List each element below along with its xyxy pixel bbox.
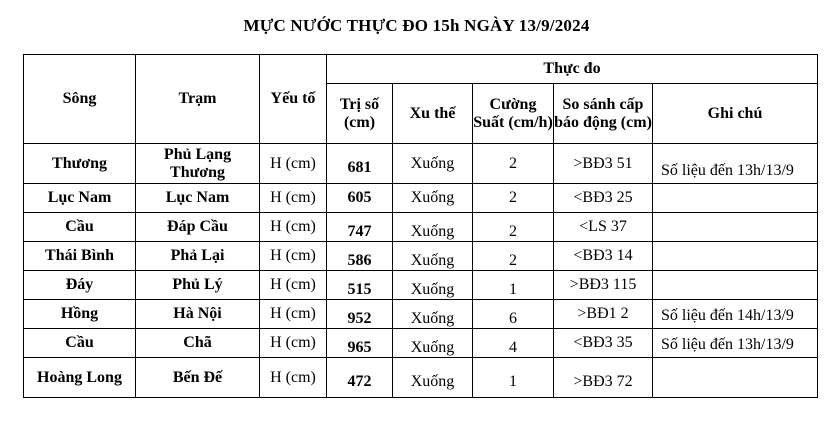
cell-so-sanh: <BĐ3 14 bbox=[554, 242, 653, 271]
header-so-sanh: So sánh cấp báo động (cm) bbox=[554, 84, 653, 144]
cell-cuong-suat: 2 bbox=[473, 242, 554, 271]
cell-cuong-suat: 1 bbox=[473, 271, 554, 300]
cell-tram: Phủ Lý bbox=[136, 271, 260, 300]
cell-so-sanh: <BĐ3 25 bbox=[554, 184, 653, 213]
table-row bbox=[24, 144, 818, 184]
water-level-table bbox=[23, 54, 818, 398]
cell-song: Cầu bbox=[24, 213, 136, 242]
cell-cuong-suat: 1 bbox=[473, 358, 554, 398]
header-ghi-chu: Ghi chú bbox=[653, 84, 818, 144]
header-yeu-to: Yếu tố bbox=[260, 55, 327, 144]
cell-song: Hồng bbox=[24, 300, 136, 329]
table-row bbox=[24, 242, 818, 271]
cell-cuong-suat: 2 bbox=[473, 184, 554, 213]
cell-song: Hoàng Long bbox=[24, 358, 136, 398]
cell-tram: Hà Nội bbox=[136, 300, 260, 329]
cell-ghi-chu bbox=[653, 213, 818, 242]
cell-ghi-chu: Số liệu đến 14h/13/9 bbox=[653, 300, 818, 329]
cell-tri-so: 681 bbox=[327, 144, 393, 184]
cell-so-sanh: >BĐ3 115 bbox=[554, 271, 653, 300]
cell-cuong-suat: 4 bbox=[473, 329, 554, 358]
table-row bbox=[24, 300, 818, 329]
cell-ghi-chu: Số liệu đến 13h/13/9 bbox=[653, 144, 818, 184]
cell-xu-the: Xuống bbox=[393, 242, 473, 271]
cell-ghi-chu bbox=[653, 358, 818, 398]
header-tri-so: Trị số (cm) bbox=[327, 84, 393, 144]
header-song: Sông bbox=[24, 55, 136, 144]
cell-so-sanh: <LS 37 bbox=[554, 213, 653, 242]
cell-tram: Phủ Lạng Thương bbox=[136, 144, 260, 184]
cell-tri-so: 952 bbox=[327, 300, 393, 329]
page-title: MỰC NƯỚC THỰC ĐO 15h NGÀY 13/9/2024 bbox=[243, 16, 590, 35]
header-tram: Trạm bbox=[136, 55, 260, 144]
header-thuc-do: Thực đo bbox=[327, 55, 818, 84]
cell-cuong-suat: 2 bbox=[473, 144, 554, 184]
cell-cuong-suat: 2 bbox=[473, 213, 554, 242]
cell-yeu-to: H (cm) bbox=[260, 300, 327, 329]
cell-song: Thương bbox=[24, 144, 136, 184]
cell-tram: Đáp Cầu bbox=[136, 213, 260, 242]
cell-yeu-to: H (cm) bbox=[260, 144, 327, 184]
table-row bbox=[24, 271, 818, 300]
cell-tri-so: 586 bbox=[327, 242, 393, 271]
cell-song: Đáy bbox=[24, 271, 136, 300]
cell-xu-the: Xuống bbox=[393, 329, 473, 358]
cell-so-sanh: >BĐ3 51 bbox=[554, 144, 653, 184]
cell-song: Thái Bình bbox=[24, 242, 136, 271]
header-xu-the: Xu thế bbox=[393, 84, 473, 144]
cell-so-sanh: <BĐ3 35 bbox=[554, 329, 653, 358]
cell-yeu-to: H (cm) bbox=[260, 213, 327, 242]
cell-yeu-to: H (cm) bbox=[260, 358, 327, 398]
cell-tri-so: 515 bbox=[327, 271, 393, 300]
cell-ghi-chu bbox=[653, 242, 818, 271]
cell-yeu-to: H (cm) bbox=[260, 184, 327, 213]
table-row bbox=[24, 358, 818, 398]
cell-xu-the: Xuống bbox=[393, 144, 473, 184]
cell-cuong-suat: 6 bbox=[473, 300, 554, 329]
table-row bbox=[24, 184, 818, 213]
cell-tri-so: 747 bbox=[327, 213, 393, 242]
cell-xu-the: Xuống bbox=[393, 300, 473, 329]
cell-song: Cầu bbox=[24, 329, 136, 358]
cell-so-sanh: >BĐ1 2 bbox=[554, 300, 653, 329]
cell-ghi-chu: Số liệu đến 13h/13/9 bbox=[653, 329, 818, 358]
cell-xu-the: Xuống bbox=[393, 358, 473, 398]
cell-yeu-to: H (cm) bbox=[260, 329, 327, 358]
cell-tram: Lục Nam bbox=[136, 184, 260, 213]
cell-tram: Phả Lại bbox=[136, 242, 260, 271]
cell-xu-the: Xuống bbox=[393, 271, 473, 300]
cell-ghi-chu bbox=[653, 184, 818, 213]
cell-tri-so: 472 bbox=[327, 358, 393, 398]
cell-xu-the: Xuống bbox=[393, 184, 473, 213]
cell-xu-the: Xuống bbox=[393, 213, 473, 242]
cell-ghi-chu bbox=[653, 271, 818, 300]
cell-song: Lục Nam bbox=[24, 184, 136, 213]
table-row bbox=[24, 213, 818, 242]
header-cuong-suat: Cường Suất (cm/h) bbox=[473, 84, 554, 144]
cell-tram: Chã bbox=[136, 329, 260, 358]
cell-tri-so: 605 bbox=[327, 184, 393, 213]
table-row bbox=[24, 329, 818, 358]
cell-tri-so: 965 bbox=[327, 329, 393, 358]
cell-yeu-to: H (cm) bbox=[260, 242, 327, 271]
cell-tram: Bến Đế bbox=[136, 358, 260, 398]
cell-yeu-to: H (cm) bbox=[260, 271, 327, 300]
cell-so-sanh: >BĐ3 72 bbox=[554, 358, 653, 398]
